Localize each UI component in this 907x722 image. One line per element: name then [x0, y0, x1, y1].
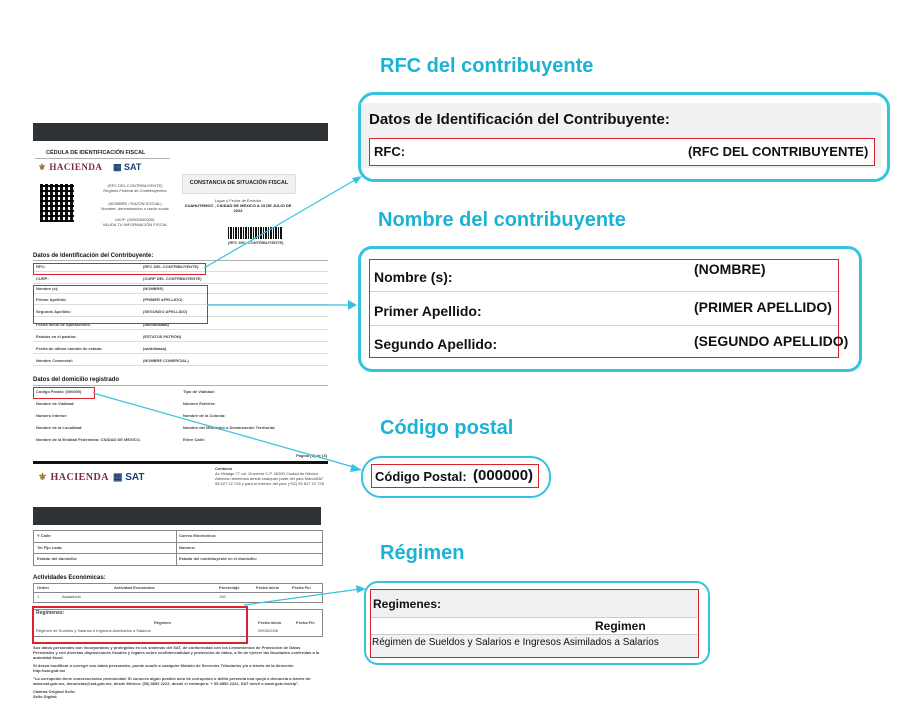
barcode-caption: (RFC DEL CONTRIBUYENTE): [228, 240, 284, 245]
qr-code: [40, 184, 74, 222]
panel-title-nombre: Nombre del contribuyente: [378, 209, 626, 231]
ident-row-label: Segundo Apellido:: [36, 309, 72, 314]
ident-row-label: Estatus en el padrón:: [36, 334, 77, 339]
ident-row-value: (dd/mm/aaaa): [143, 322, 169, 327]
primer-apellido-value: (PRIMER APELLIDO): [694, 299, 832, 315]
idcif: idCIF: (00000000000): [115, 217, 155, 222]
contact-table: Y Calle: Correo Electrónico: Tel Fijo Lada: Número: Estado del domicilio: Estado del contribuyente en el domicilio:: [33, 530, 323, 566]
actividad-col-header: Fecha Fin: [292, 585, 311, 590]
constancia-title: CONSTANCIA DE SITUACIÓN FISCAL: [189, 180, 289, 186]
panel-cp: [361, 456, 551, 498]
ident-row-label: Primer Apellido:: [36, 297, 67, 302]
hacienda-logo: ⚜ HACIENDA: [38, 162, 103, 172]
ident-row-label: Nombre Comercial:: [36, 358, 73, 363]
cp-label: Código Postal:: [375, 469, 467, 484]
ident-row-value: (NOMBRE COMERCIAL): [143, 358, 189, 363]
actividades-header: Actividades Económicas:: [33, 575, 106, 581]
actividad-col-header: Fecha Inicio: [256, 585, 280, 590]
rfc-caption-sub: Registro Federal de Contribuyentes: [103, 188, 167, 193]
panel-title-cp: Código postal: [380, 417, 514, 439]
primer-apellido-label: Primer Apellido:: [374, 303, 482, 319]
regimenes-table: Regímenes: Régimen Fecha Inicio Fecha Fin Régimen de Sueldos y Salarios e Ingresos Asimilados a Salarios 09/05/2006: [33, 609, 323, 637]
ident-header: Datos de Identificación del Contribuyente:: [33, 253, 154, 259]
cp-highlight: [33, 387, 95, 399]
actividad-cell: 1: [37, 594, 40, 599]
ident-row-label: Nombre (s):: [36, 286, 59, 291]
name-caption-sub: Nombre, denominación o razón social: [101, 206, 169, 211]
panel-rfc: [358, 92, 890, 182]
ident-row-value: (aa/dd/aaaa): [143, 346, 167, 351]
hacienda-logo-2: ⚜ HACIENDA: [38, 472, 109, 483]
ident-row-label: CURP:: [36, 276, 49, 281]
ident-row-label: Fecha inicio de operaciones:: [36, 322, 91, 327]
actividad-col-header: Orden: [37, 585, 49, 590]
footer-modify: Si desea modificar o corregir sus datos personales, puede acudir a cualquier Módulo de Servicios Tributarios y/o a través de la dirección http://sat.gob.mx: [33, 663, 294, 673]
sat-logo-2: ▦ SAT: [113, 472, 145, 483]
nombre-value: (NOMBRE): [694, 261, 766, 277]
hacienda-emblem-icon: ⚜: [38, 472, 48, 483]
ident-row-value: (ESTATUS PATRÓN): [143, 334, 182, 339]
ident-row-value: (SEGUNDO APELLIDO): [143, 309, 188, 314]
panel-title-regimen: Régimen: [380, 542, 465, 564]
footer-corruption: "La corrupción tiene consecuencias ¡denúncialo! Si conoces algún posible acto de corrupción o delito presenta una queja o denuncia a través de: www.sat.gob.mx, denuncias@sat.gob.mx, desde México: (55) 8852 2222, desde el extranjero: + 55 8852 2222, SAT móvil o www.gob.mx/sfp".: [33, 676, 312, 686]
ident-row-value: (CURP DEL CONTRIBUYENTE): [143, 276, 202, 281]
panel-regimen: [364, 581, 710, 665]
regimen-col-header: Regimen: [595, 619, 646, 633]
rfc-panel-header: Datos de Identificación del Contribuyente:: [369, 111, 670, 128]
panel-nombre: [358, 246, 862, 372]
segundo-apellido-label: Segundo Apellido:: [374, 336, 498, 352]
sello-label: Sello Digital:: [33, 694, 58, 699]
domicilio-left-field: Código Postal: (000000): [36, 389, 82, 394]
page-separator: [33, 461, 328, 464]
constancia-box: [182, 174, 296, 194]
regimen-value: Régimen de Sueldos y Salarios e Ingresos Asimilados a Salarios: [372, 637, 659, 648]
actividad-col-header: Actividad Económica: [114, 585, 155, 590]
actividad-cell: Asalariado: [62, 594, 81, 599]
rfc-panel-value: (RFC DEL CONTRIBUYENTE): [688, 144, 869, 159]
sat-logo: ▦ SAT: [113, 162, 142, 172]
domicilio-right-field: Nombre del Municipio o Demarcación Territorial:: [183, 425, 276, 430]
divider: [35, 158, 170, 159]
ident-row-value: (NOMBRE): [143, 286, 164, 291]
nombre-label: Nombre (s):: [374, 269, 453, 285]
actividad-cell: 100: [219, 594, 226, 599]
domicilio-left-field: Nombre de la Localidad:: [36, 425, 83, 430]
regimen-highlight: [32, 606, 248, 644]
domicilio-right-field: Número Exterior:: [183, 401, 216, 406]
ident-row-label: RFC:: [36, 264, 46, 269]
pagina-label: Página [1] de [3]: [296, 453, 327, 458]
ident-row-label: Fecha de último cambio de estado:: [36, 346, 103, 351]
regimenes-label: Regimenes:: [373, 597, 442, 611]
domicilio-left-field: Nombre de la Entidad Federativa: CIUDAD DE MEXICO.: [36, 437, 141, 442]
sat-grid-icon: ▦: [113, 162, 122, 172]
sat-grid-icon: ▦: [113, 472, 123, 483]
domicilio-left-field: Nombre de Vialidad:: [36, 401, 75, 406]
contacto-title: Contacto: [215, 466, 233, 471]
lugar-label: Lugar y Fecha de Emisión: [214, 198, 262, 203]
domicilio-right-field: Nombre de la Colonia:: [183, 413, 226, 418]
doc-bar-2: [33, 507, 321, 525]
rfc-panel-row: [369, 138, 875, 166]
actividad-col-header: Porcentaje: [219, 585, 240, 590]
rfc-highlight: [33, 263, 206, 275]
rfc-panel-label: RFC:: [374, 144, 406, 159]
cedula-title: CÉDULA DE IDENTIFICACIÓN FISCAL: [46, 150, 146, 156]
valida-label: VALIDA TU INFORMACIÓN FISCAL: [102, 222, 168, 227]
domicilio-header: Datos del domicilio registrado: [33, 377, 120, 383]
contacto-text: Av Hidalgo 77 col. Guerrero C.P. 06300 Ciudad de México. Atención telefónica desde cualquier parte del país MarcaSAT 55 627 22 728 y para el exterior del país (+52) 55 627 22 728: [215, 471, 324, 486]
barcode: [228, 227, 283, 239]
cp-value: (000000): [473, 467, 534, 484]
domicilio-right-field: Entre Calle:: [183, 437, 206, 442]
doc-top-bar: [33, 123, 328, 141]
cadena-label: Cadena Original Sello:: [33, 689, 76, 694]
nombre-highlight: [33, 285, 208, 324]
rfc-caption: (RFC DEL CONTRIBUYENTE): [107, 183, 163, 188]
actividades-table: [33, 583, 323, 603]
ident-row-value: (RFC DEL CONTRIBUYENTE): [143, 264, 199, 269]
segundo-apellido-value: (SEGUNDO APELLIDO): [694, 333, 849, 349]
domicilio-right-field: Tipo de Vialidad:: [183, 389, 215, 394]
lugar-value: CUAHUTEMOC , CIUDAD DE MEXICO A 19 DE JULIO DE 2023: [184, 203, 292, 213]
domicilio-left-field: Número Interior:: [36, 413, 68, 418]
panel-title-rfc: RFC del contribuyente: [380, 55, 594, 77]
hacienda-emblem-icon: ⚜: [38, 162, 47, 172]
name-caption: (NOMBRE / RAZON SOCIAL): [108, 201, 162, 206]
footer-privacy: Sus datos personales son incorporados y protegidos en los sistemas del SAT, de conformidad con los Lineamientos de Protección de Datos Personales y con diversas disposiciones fiscales y legales sobre confidencialidad y protección de datos, a fin de ejercer las facultades conferidas a la autoridad fiscal.: [33, 645, 320, 660]
ident-row-value: (PRIMER APELLIDO): [143, 297, 183, 302]
